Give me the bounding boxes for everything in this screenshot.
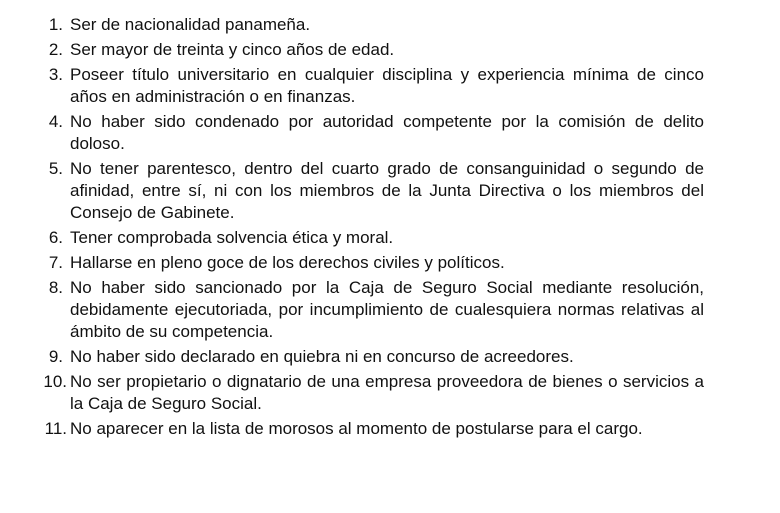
item-text: Hallarse en pleno goce de los derechos civiles y políticos. xyxy=(70,252,505,272)
item-text: No haber sido sancionado por la Caja de Seguro Social mediante resolución, debidamente ejecutoriada, por incumplimiento de cualesquiera normas relativas al ámbito de su competencia. xyxy=(70,277,704,342)
item-text: No ser propietario o dignatario de una empresa proveedora de bienes o servicios a la Caja de Seguro Social. xyxy=(70,371,704,414)
item-number: 5. xyxy=(48,158,63,178)
item-number: 10. xyxy=(43,371,67,391)
item-number: 4. xyxy=(48,111,63,131)
item-text: No tener parentesco, dentro del cuarto grado de consanguinidad o segundo de afinidad, entre sí, ni con los miembros de la Junta Directiva o los miembros del Consejo de Gabinete. xyxy=(70,158,704,223)
item-text: No haber sido declarado en quiebra ni en concurso de acreedores. xyxy=(70,347,574,367)
list-item xyxy=(0,252,780,274)
list-item xyxy=(0,158,780,225)
item-text: No haber sido condenado por autoridad competente por la comisión de delito doloso. xyxy=(70,111,704,153)
requirements-list xyxy=(0,14,780,440)
item-text: No aparecer en la lista de morosos al momento de postularse para el cargo. xyxy=(70,419,643,439)
list-item xyxy=(0,371,780,416)
list-item xyxy=(0,14,780,36)
item-number: 2. xyxy=(48,39,63,59)
item-text: Ser mayor de treinta y cinco años de edad. xyxy=(70,39,395,59)
item-number: 7. xyxy=(48,252,63,272)
list-item xyxy=(0,64,780,109)
list-item xyxy=(0,277,780,344)
list-item xyxy=(0,418,780,440)
item-number: 8. xyxy=(48,277,63,297)
item-number: 9. xyxy=(48,347,63,367)
item-number: 1. xyxy=(48,15,63,34)
item-number: 6. xyxy=(48,228,63,248)
list-item xyxy=(0,227,780,249)
item-text: Poseer título universitario en cualquier disciplina y experiencia mínima de cinco años en administración o en finanzas. xyxy=(70,64,704,106)
list-item xyxy=(0,346,780,368)
list-item xyxy=(0,39,780,61)
item-number: 3. xyxy=(48,64,63,84)
item-number: 11. xyxy=(44,419,67,439)
item-text: Tener comprobada solvencia ética y moral. xyxy=(70,228,394,248)
list-item xyxy=(0,111,780,156)
item-text: Ser de nacionalidad panameña. xyxy=(70,15,311,34)
